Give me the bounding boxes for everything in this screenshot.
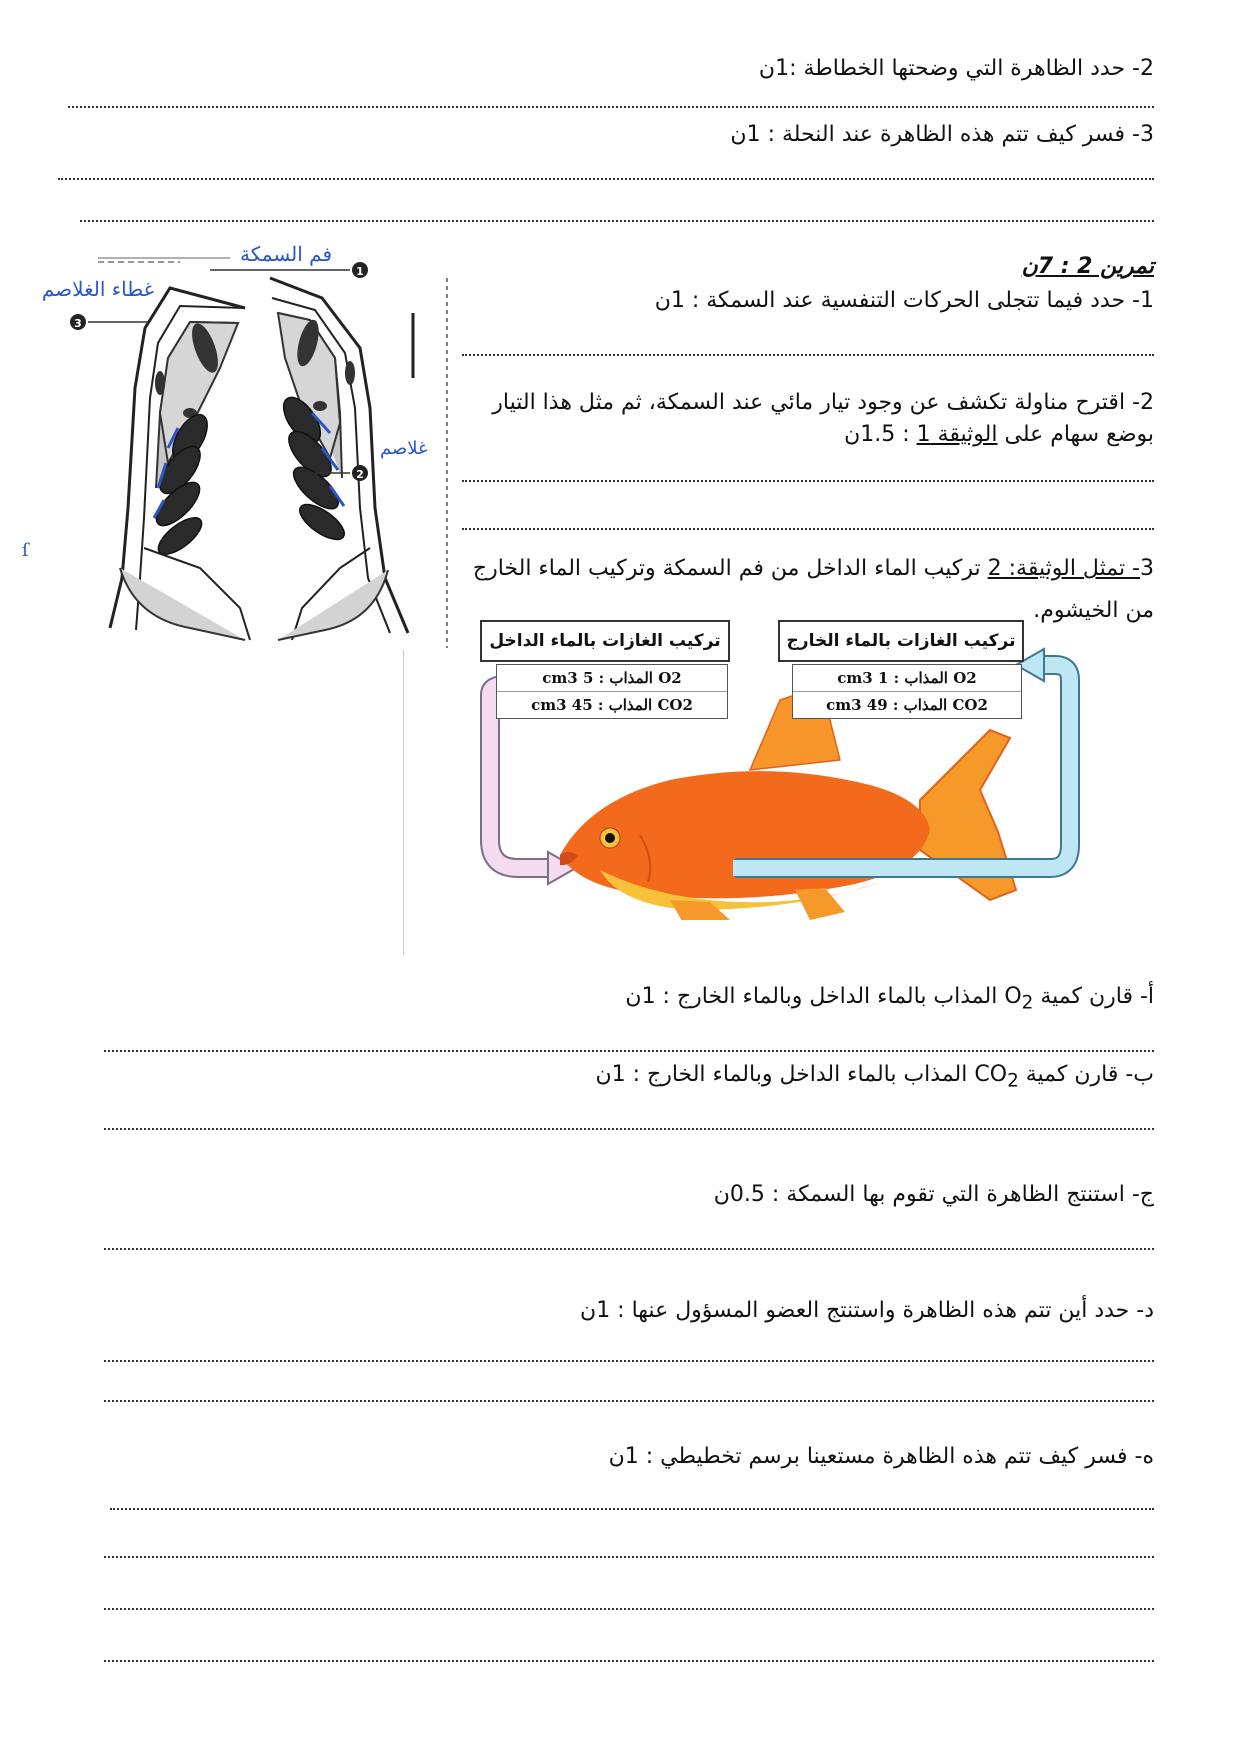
answer-line[interactable] [110, 1488, 1154, 1510]
goldfish [560, 690, 1016, 920]
sub-a-pre: أ- قارن كمية [1033, 984, 1154, 1009]
co2-subscript: 2 [1007, 1070, 1019, 1092]
answer-line[interactable] [104, 1228, 1154, 1250]
answer-line[interactable] [104, 1536, 1154, 1558]
fish-head-diagram [40, 242, 450, 648]
outlet-water-gases [792, 664, 1022, 719]
subquestion-b [595, 1058, 1154, 1098]
document-2-figure [450, 620, 1150, 920]
divider [403, 650, 404, 955]
sub-b-post: المذاب بالماء الداخل وبالماء الخارج : 1ن [595, 1062, 975, 1087]
answer-line[interactable] [104, 1030, 1154, 1052]
answer-line[interactable] [104, 1640, 1154, 1662]
exercise-2-question-3-line1 [473, 552, 1154, 586]
sub-b-pre: ب- قارن كمية [1018, 1062, 1154, 1087]
answer-line[interactable] [462, 460, 1154, 482]
label-gill-cover: غطاء الغلاصم [41, 277, 155, 301]
q2-points: : 1.5ن [844, 422, 917, 447]
answer-line[interactable] [104, 1588, 1154, 1610]
answer-line[interactable] [462, 508, 1154, 530]
outlet-o2-value: O2 المذاب : 1 cm3 [837, 669, 977, 687]
answer-line[interactable] [462, 334, 1154, 356]
label-fish-mouth: فم السمكة [240, 242, 333, 266]
subquestion-c: ج- استنتج الظاهرة التي تقوم بها السمكة : 0.5ن [713, 1182, 1154, 1207]
marker-1-number: 1 [356, 265, 364, 278]
answer-line[interactable] [104, 1380, 1154, 1402]
margin-pen-mark: ſ [22, 540, 29, 561]
o2-subscript: 2 [1021, 992, 1034, 1014]
answer-line[interactable] [104, 1108, 1154, 1130]
q3-text: تركيب الماء الداخل من فم السمكة وتركيب الماء الخارج [472, 556, 988, 581]
inlet-water-gases [496, 664, 728, 719]
inlet-o2-value: O2 المذاب : 5 cm3 [542, 669, 682, 687]
inlet-water-title: تركيب الغازات بالماء الداخل [480, 620, 730, 662]
marker-3-number: 3 [74, 317, 82, 330]
answer-line[interactable] [80, 200, 1154, 222]
q2-text-pre: بوضع سهام على [997, 422, 1154, 447]
exercise-2-question-2-line2 [844, 418, 1154, 452]
inlet-co2-value: CO2 المذاب : 45 cm3 [497, 691, 727, 718]
answer-line[interactable] [104, 1340, 1154, 1362]
outlet-water-title: تركيب الغازات بالماء الخارج [778, 620, 1024, 662]
q3-number: 3 [1140, 556, 1154, 581]
subquestion-e: ه- فسر كيف تتم هذه الظاهرة مستعينا برسم تخطيطي : 1ن [608, 1444, 1154, 1469]
subquestion-a [625, 980, 1154, 1020]
o2-formula: O [1004, 984, 1022, 1009]
co2-formula: CO [974, 1062, 1008, 1087]
document-2-ref: - تمثل الوثيقة: 2 [987, 556, 1140, 581]
exercise-2-question-3-line2: من الخيشوم. [1033, 598, 1154, 623]
question-3-bee: 3- فسر كيف تتم هذه الظاهرة عند النحلة : 1ن [730, 122, 1154, 147]
exercise-2-question-2-line1: 2- اقترح مناولة تكشف عن وجود تيار مائي عند السمكة، ثم مثل هذا التيار [492, 390, 1154, 415]
outlet-co2-value: CO2 المذاب : 49 cm3 [793, 691, 1021, 718]
sub-a-post: المذاب بالماء الداخل وبالماء الخارج : 1ن [625, 984, 1005, 1009]
subquestion-d: د- حدد أين تتم هذه الظاهرة واستنتج العضو المسؤول عنها : 1ن [580, 1298, 1154, 1323]
question-2-phenomenon: 2- حدد الظاهرة التي وضحتها الخطاطة :1ن [758, 56, 1154, 81]
label-gills: غلاصم [380, 438, 428, 459]
exercise-2-title: تمرين 2 : 7ن [1021, 254, 1154, 279]
document-1-ref: الوثيقة 1 [916, 422, 998, 447]
marker-2-number: 2 [356, 468, 364, 481]
answer-line[interactable] [68, 86, 1154, 108]
answer-line[interactable] [58, 158, 1154, 180]
exercise-2-question-1: 1- حدد فيما تتجلى الحركات التنفسية عند السمكة : 1ن [654, 288, 1154, 313]
